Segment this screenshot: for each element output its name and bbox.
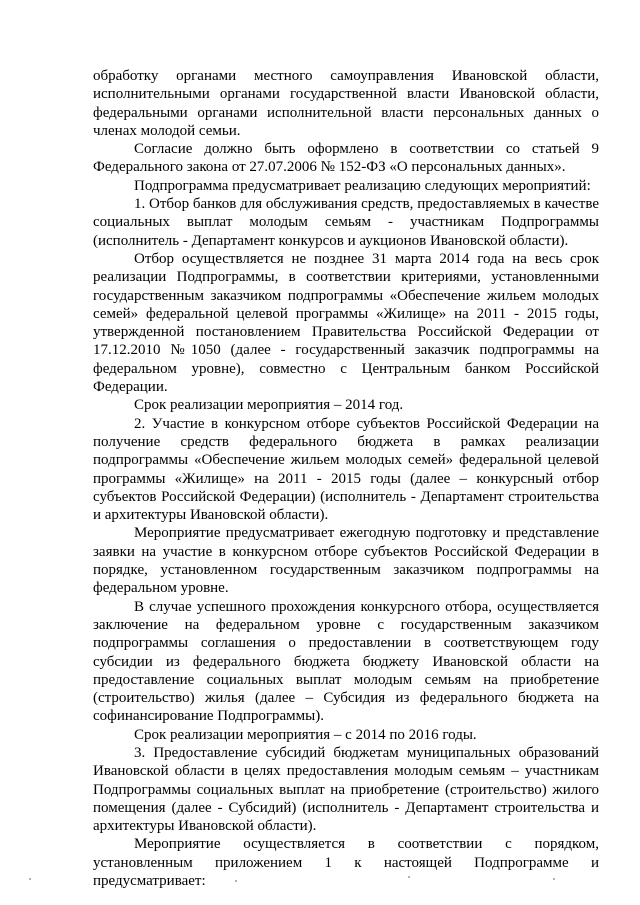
scan-speck [408,876,410,878]
paragraph-consent-law: Согласие должно быть оформлено в соответствии со статьей 9 Федерального закона от 27.07.2006 № 152-ФЗ «О персональных данных». [93,141,599,176]
paragraph-application-preparation: Мероприятие предусматривает ежегодную подготовку и представление заявки на участие в конкурсном отборе субъектов Российской Федерации в порядке, установленном государственным заказчиком подпрограммы на федеральном уровне. [93,525,599,597]
paragraph-procedure: Мероприятие осуществляется в соответствии с порядком, установленным приложением 1 к настоящей Подпрограмме и предусматривает: [93,836,599,890]
paragraph-term-2014: Срок реализации мероприятия – 2014 год. [134,397,404,414]
paragraph-selection-terms: Отбор осуществляется не позднее 31 марта 2014 года на весь срок реализации Подпрограммы, в соответствии критериями, установленными государственным заказчиком подпрограммы «Обеспечение жильем молодых семей» федеральной целевой программы «Жилище» на 2011 - 2015 годы, утвержденной постановлением Правительства Российской Федерации от 17.12.2010 №1050 (далее - государственный заказчик подпрограммы на федеральном уровне), совместно с Центральным банком Российской Федерации. [93,250,599,396]
scan-speck [235,880,237,882]
paragraph-item-2-competitive-selection: 2. Участие в конкурсном отборе субъектов Российской Федерации на получение средств федерального бюджета в рамках реализации подпрограммы «Обеспечение жильем молодых семей» федеральной целевой программы «Жилище» на 2011 - 2015 годы (далее – конкурсный отбор субъектов Российской Федерации) (исполнитель - Департамент строительства и архитектуры Ивановской области). [93,415,599,524]
document-body [93,67,599,890]
paragraph-item-3-subsidies: 3. Предоставление субсидий бюджетам муниципальных образований Ивановской области в целях предоставления молодым семьям – участникам Подпрограммы социальных выплат на приобретение (строительство) жилого помещения (далее - Субсидий) (исполнитель - Департамент строительства и архитектуры Ивановской области). [93,744,599,835]
paragraph-activities-intro: Подпрограмма предусматривает реализацию следующих мероприятий: [134,177,591,194]
paragraph-item-1-bank-selection: 1. Отбор банков для обслуживания средств, предоставляемых в качестве социальных выплат молодым семьям - участникам Подпрограммы (исполнитель - Департамент конкурсов и аукционов Ивановской области). [93,196,599,249]
scan-speck [29,878,31,880]
scan-speck [553,878,555,880]
paragraph-personal-data-processing: обработку органами местного самоуправления Ивановской области, исполнительными органами государственной власти Ивановской области, федеральными органами исполнительной власти персональных данных о членах молодой семьи. [93,68,599,139]
paragraph-agreement-conclusion: В случае успешного прохождения конкурсного отбора, осуществляется заключение на федеральном уровне с государственным заказчиком подпрограммы соглашения о предоставлении в соответствующем году субсидии из федерального бюджета бюджету Ивановской области на предоставление социальных выплат молодым семьям на приобретение (строительство) жилья (далее – Субсидия из федерального бюджета на софинансирование Подпрограммы). [93,598,599,725]
paragraph-term-2014-2016: Срок реализации мероприятия – с 2014 по 2016 годы. [134,726,477,743]
